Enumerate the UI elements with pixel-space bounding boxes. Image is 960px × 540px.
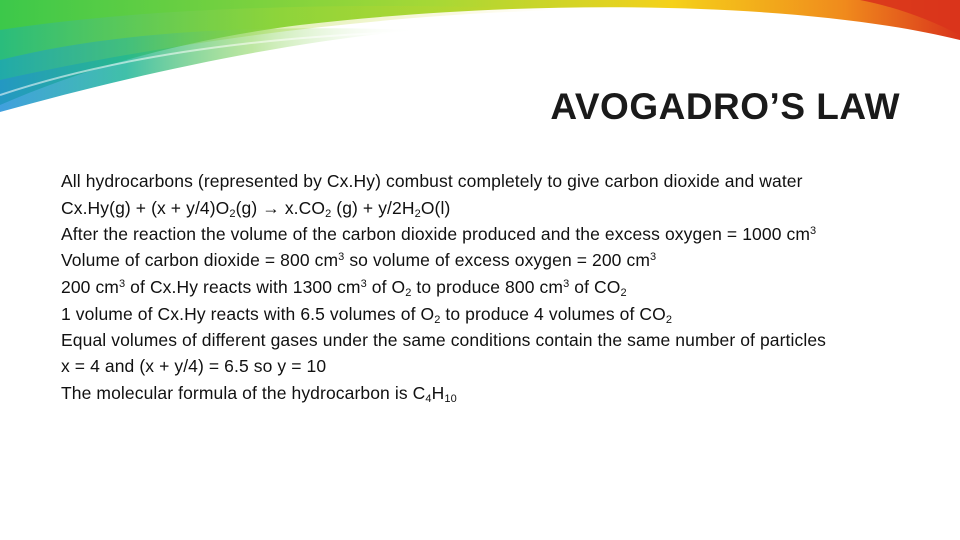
body-line (61, 278, 911, 297)
body-text: After the reaction the volume of the carbon dioxide produced and the excess oxygen = 1000 cm (61, 224, 811, 244)
body-text: Cx.Hy(g) + (x + y/4)O (61, 198, 230, 218)
body-line (61, 384, 911, 403)
superscript: 3 (119, 278, 126, 290)
body-line (61, 251, 911, 270)
subscript: 2 (620, 287, 627, 299)
body-text: so volume of excess oxygen = 200 cm (344, 250, 651, 270)
subscript: 2 (325, 208, 332, 220)
superscript: 3 (338, 251, 345, 263)
body-text: (g) → x.CO (235, 198, 326, 218)
body-text: 200 cm (61, 277, 119, 297)
slide-body (61, 172, 911, 411)
subscript: 2 (414, 208, 421, 220)
body-text: All hydrocarbons (represented by Cx.Hy) combust completely to give carbon dioxide and water (61, 171, 803, 191)
superscript: 3 (650, 251, 657, 263)
superscript: 3 (360, 278, 367, 290)
subscript: 2 (434, 314, 441, 326)
superscript: 3 (563, 278, 570, 290)
body-line (61, 357, 911, 376)
body-text: Volume of carbon dioxide = 800 cm (61, 250, 339, 270)
body-line (61, 172, 911, 191)
body-text: x = 4 and (x + y/4) = 6.5 so y = 10 (61, 356, 327, 376)
body-line (61, 199, 911, 218)
subscript: 4 (425, 393, 432, 405)
subscript: 2 (665, 314, 673, 326)
body-text: to produce 800 cm (411, 277, 564, 297)
body-text: of O (366, 277, 406, 297)
body-text: to produce 4 volumes of CO (440, 304, 666, 324)
body-text: H (431, 383, 445, 403)
subscript: 2 (405, 287, 412, 299)
body-text: The molecular formula of the hydrocarbon is C (61, 383, 426, 403)
superscript: 3 (810, 225, 817, 237)
body-text: 1 volume of Cx.Hy reacts with 6.5 volumes of O (61, 304, 435, 324)
subscript: 2 (229, 208, 236, 220)
body-text: Equal volumes of different gases under the same conditions contain the same number of particles (61, 330, 827, 350)
body-line (61, 305, 911, 324)
slide-title: AVOGADRO’S LAW (550, 86, 900, 127)
body-text: O(l) (420, 198, 451, 218)
body-line (61, 226, 911, 243)
subscript: 10 (444, 393, 457, 405)
body-text: of Cx.Hy reacts with 1300 cm (125, 277, 361, 297)
body-text: of CO (569, 277, 621, 297)
body-text: (g) + y/2H (331, 198, 415, 218)
body-line (61, 332, 911, 349)
